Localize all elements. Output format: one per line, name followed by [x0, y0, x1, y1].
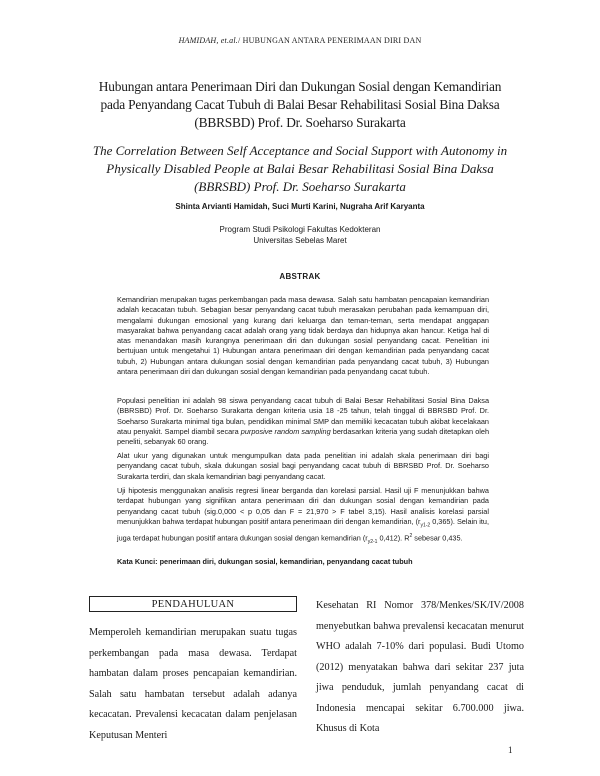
abstract-p4-text-2: 0,365). Selain itu, juga terdapat hubungan positif antara dukungan sosial dengan kemandirian (r [117, 516, 489, 543]
affiliation-line-1: Program Studi Psikologi Fakultas Kedokteran [219, 225, 381, 234]
abstract-paragraph-4 [117, 486, 489, 547]
affiliation [0, 224, 600, 246]
page-number: 1 [508, 745, 513, 755]
running-head [0, 36, 600, 45]
running-head-authors: HAMIDAH, et.al. [178, 36, 238, 45]
abstract-paragraph-3: Alat ukur yang digunakan untuk mengumpulkan data pada penelitian ini adalah skala penerimaan diri bagi penyandang cacat tubuh, skala dukungan sosial bagi penyandang cacat tubuh di BBRSBD Prof. Dr. Soeharso Surakarta terdiri, dan skala kemandirian bagi penyandang cacat. [117, 451, 489, 481]
body-column-right: Kesehatan RI Nomor 378/Menkes/SK/IV/2008 menyebutkan bahwa prevalensi kecacatan menurut WHO adalah 7-10% dari populasi. Budi Utomo (2012) menyatakan bahwa dari sekitar 237 juta jiwa penduduk, jumlah penyandang cacat di Indonesia mencapai sekitar 6.700.000 jiwa. Khusus di Kota [316, 600, 524, 734]
abstract-p2-text: Populasi penelitian ini adalah 98 siswa penyandang cacat tubuh di Balai Besar Rehabilitasi Sosial Bina Daksa (BBRSBD) Prof. Dr. Soeharso Surakarta dengan kriteria usia 18 -25 tahun, telah tinggal di BBRSBD Prof. Dr. Soeharso Surakarta minimal tiga bulan, pendidikan minimal SMP dan memiliki kecacatan tubuh akibat kecelakaan atau penyakit. Sampel diambil secara [117, 396, 489, 436]
abstract-p4-text: Uji hipotesis menggunakan analisis regresi linear berganda dan korelasi parsial. Hasil uji F menunjukkan bahwa terdapat hubungan yang signifikan antara penerimaan diri dan dukungan sosial dengan kemandirian pada penyandang cacat tubuh (sig.0,000 < p 0,05 dan F = 21,970 > F tabel 3,15). Hasil analisis korelasi parsial menunjukkan bahwa terdapat hubungan positif antara penerimaan diri dengan kemandirian, (r [117, 486, 489, 526]
running-head-title: / HUBUNGAN ANTARA PENERIMAAN DIRI DAN [238, 36, 422, 45]
abstract-p2-text-end: berdasarkan kriteria yang sudah ditetapkan oleh peneliti, sebanyak 60 orang. [117, 426, 490, 447]
title-english: The Correlation Between Self Acceptance and Social Support with Autonomy in Physically Disabled People at Balai Besar Rehabilitasi Sosial Bina Daksa (BBRSBD) Prof. Dr. Soeharso Surakarta [92, 143, 508, 194]
abstract-p4-subscript-2: y2-1 [367, 538, 378, 545]
affiliation-line-2: Universitas Sebelas Maret [253, 236, 347, 245]
abstract-p4-superscript: 2 [409, 532, 413, 539]
abstract-heading: ABSTRAK [279, 272, 321, 281]
section-heading-pendahuluan: PENDAHULUAN [89, 596, 297, 612]
abstract-p4-text-4: sebesar 0,435. [412, 533, 463, 543]
body-column-left: Memperoleh kemandirian merupakan suatu tugas perkembangan pada masa dewasa. Terdapat hambatan dalam proses pencapaian kemandirian. Salah satu hambatan tersebut adalah adanya kecacatan. Prevalensi kecacatan dalam penjelasan Keputusan Menteri [89, 627, 297, 741]
abstract-paragraph-2 [117, 396, 489, 447]
keywords: Kata Kunci: penerimaan diri, dukungan sosial, kemandirian, penyandang cacat tubuh [117, 557, 413, 566]
abstract-p2-emphasis: purposive random sampling [240, 426, 331, 436]
title-indonesian: Hubungan antara Penerimaan Diri dan Dukungan Sosial dengan Kemandirian pada Penyandang Cacat Tubuh di Balai Besar Rehabilitasi Sosial Bina Daksa (BBRSBD) Prof. Dr. Soeharso Surakarta [98, 79, 502, 130]
abstract-paragraph-1: Kemandirian merupakan tugas perkembangan pada masa dewasa. Salah satu hambatan pencapaian kemandirian adalah kecacatan tubuh. Sebagian besar penyandang cacat tubuh merasakan perubahan pada kemampuan diri, mengalami dukungan emosional yang kurang dari keluarga dan teman-teman, serta mendapat anggapan masyarakat bahwa penyandang cacat adalah orang yang tidak berdaya dan hidupnya akan hancur. Ketiga hal di atas menandakan masih kurangnya penerimaan diri dan dukungan sosial penyandang cacat. Penelitian ini bertujuan untuk mengetahui 1) Hubungan antara penerimaan diri dengan kemandirian pada penyandang cacat tubuh, 2) Hubungan antara dukungan sosial dengan kemandirian pada penyandang cacat tubuh, 3) Hubungan antara penerimaan diri dan dukungan sosial dengan kemandirian pada penyandang cacat tubuh. [117, 295, 489, 377]
abstract-p4-subscript-1: y1-2 [420, 522, 431, 529]
abstract-p4-text-3: 0,412). R [377, 533, 410, 543]
author-list: Shinta Arvianti Hamidah, Suci Murti Karini, Nugraha Arif Karyanta [175, 202, 425, 211]
